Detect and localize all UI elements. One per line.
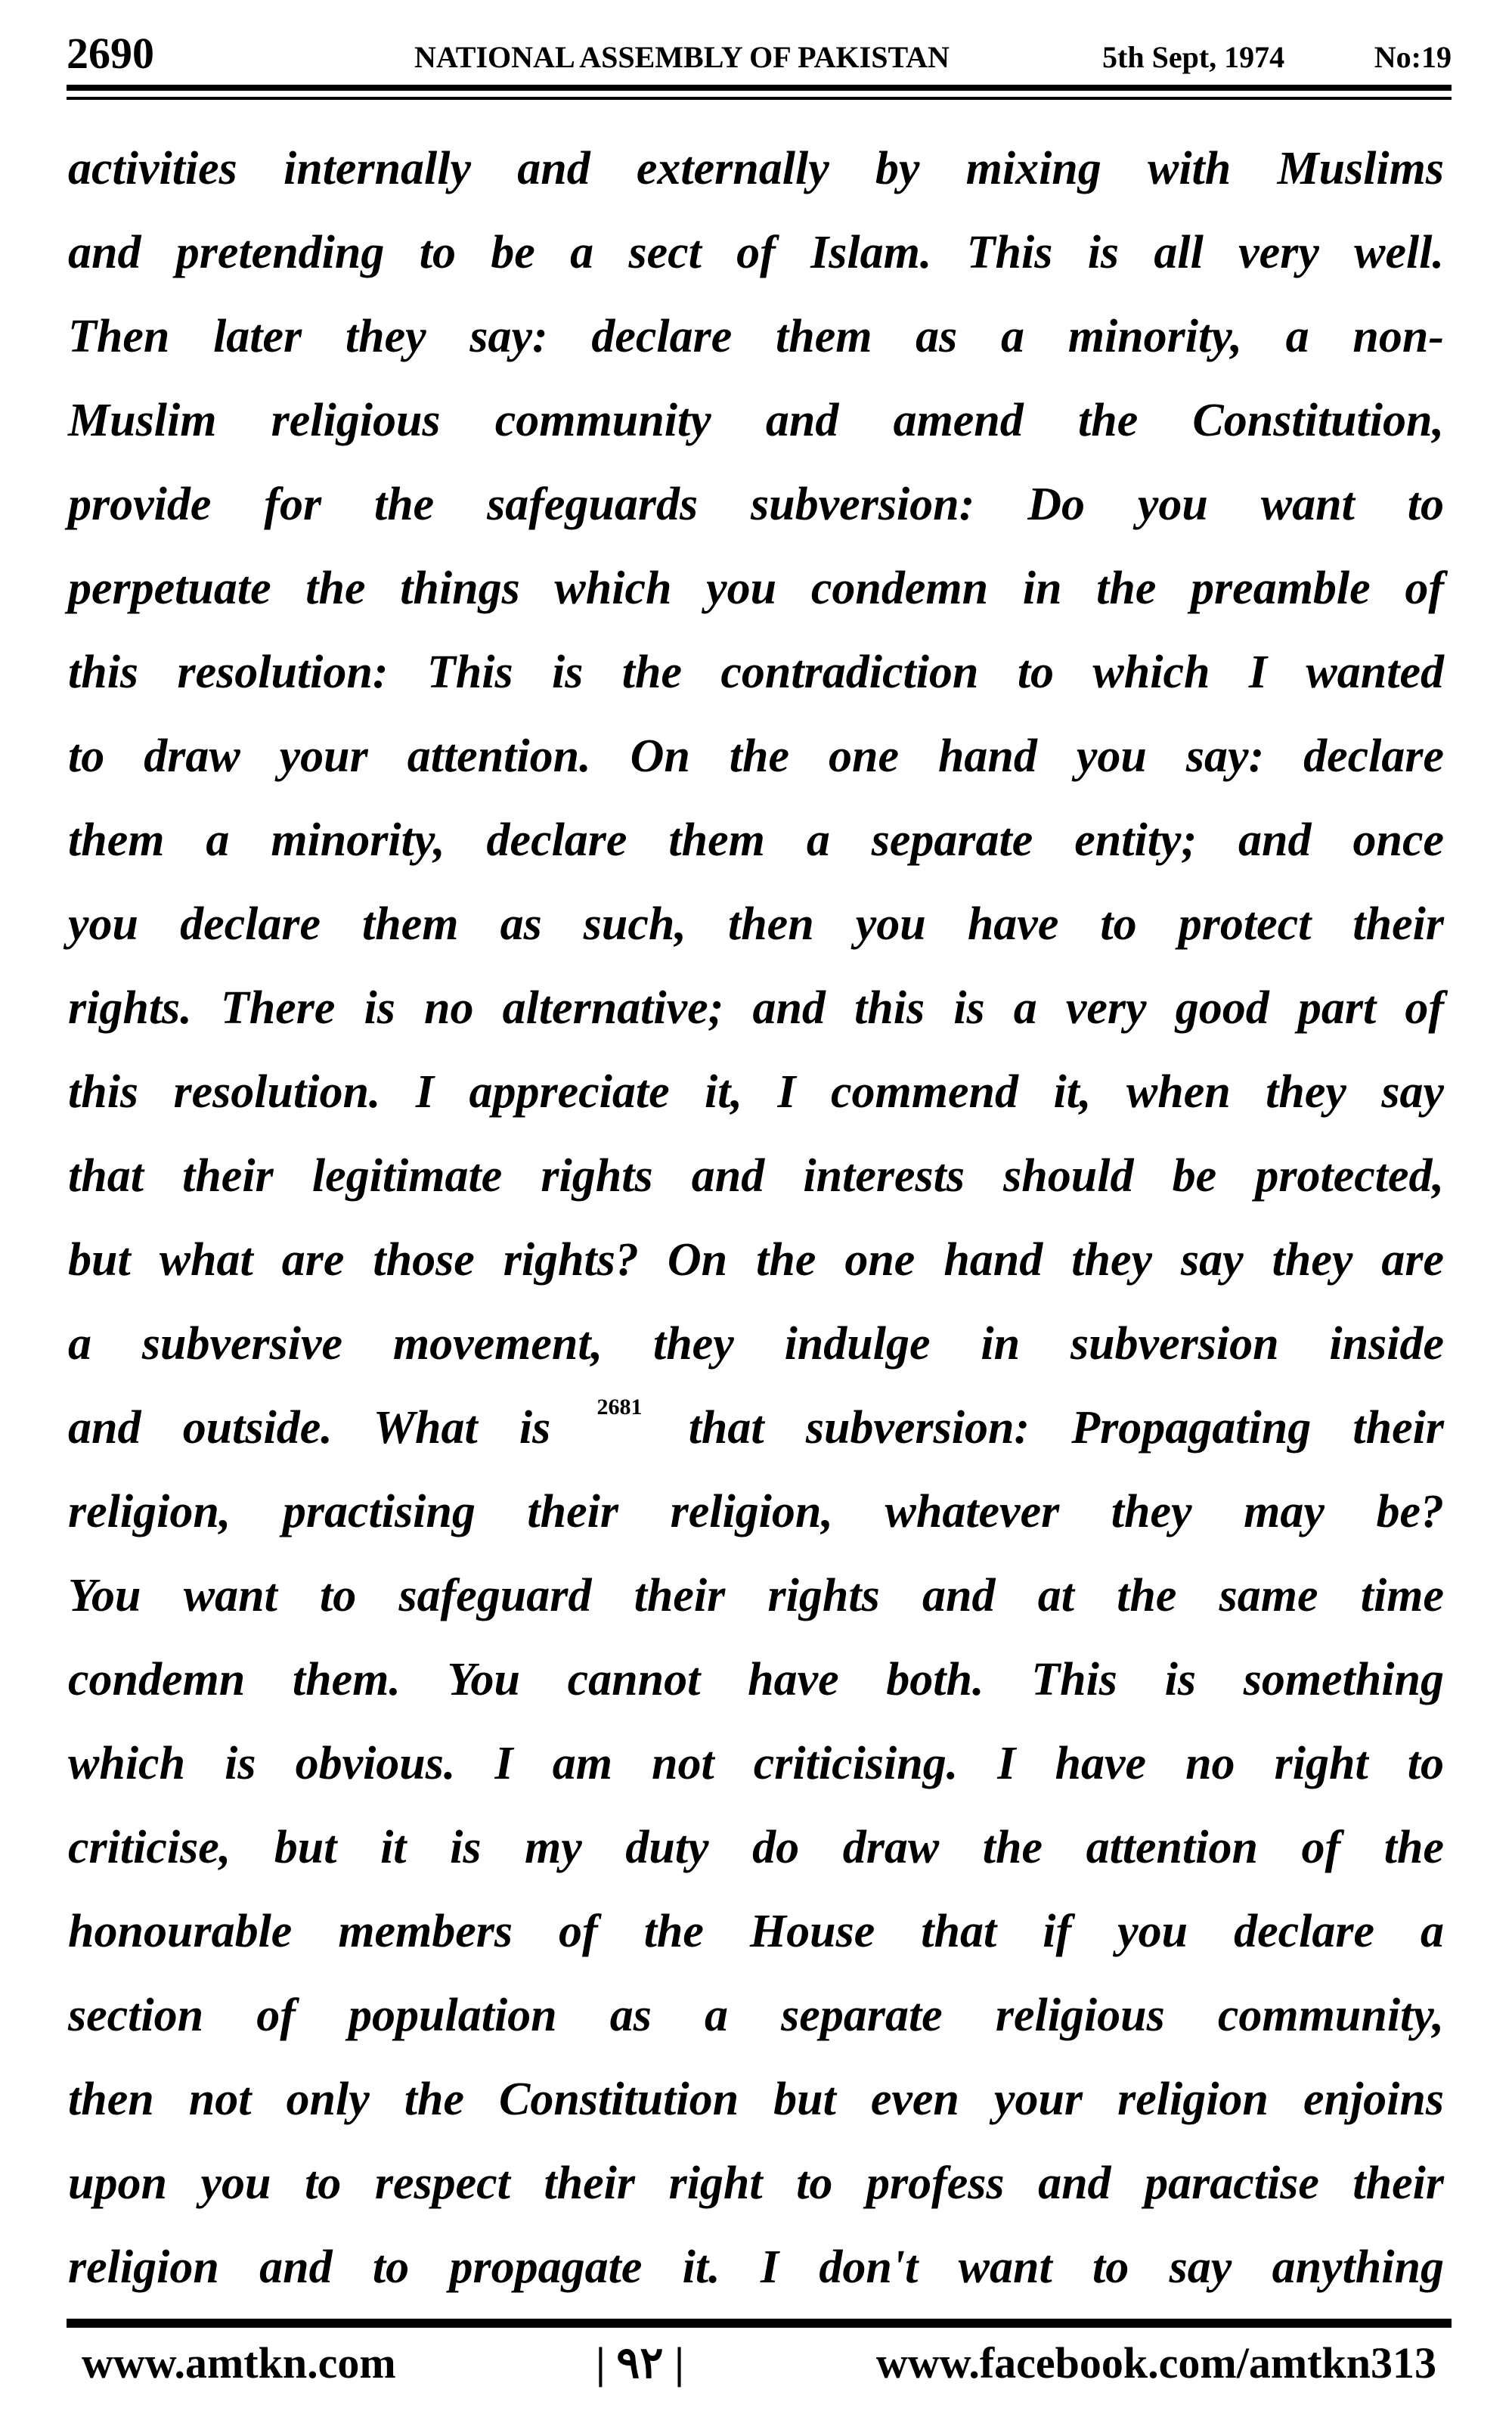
text-line: activities internally and externally by mixing with Muslims (68, 143, 1444, 194)
text-line: you declare them as such, then you have to protect their (68, 898, 1444, 950)
text-line: and pretending to be a sect of Islam. This is all very well. (68, 227, 1444, 278)
text-line: which is obvious. I am not criticising. I have no right to (68, 1738, 1444, 1789)
assembly-title: NATIONAL ASSEMBLY OF PAKISTAN (414, 40, 950, 74)
text-line: that their legitimate rights and interests should be protected, (68, 1150, 1444, 1202)
issue-number: No:19 (1374, 40, 1452, 74)
text-line-start: and outside. What is (68, 1402, 551, 1454)
header-rule-thick (67, 85, 1452, 91)
text-line: criticise, but it is my duty do draw the attention of the (68, 1822, 1444, 1873)
text-line: provide for the safeguards subversion: Do you want to (68, 479, 1444, 530)
text-line: but what are those rights? On the one hand they say they are (68, 1234, 1444, 1286)
facebook-link[interactable]: www.facebook.com/amtkn313 (875, 2338, 1436, 2387)
page-header (67, 26, 1452, 79)
text-line: religion and to propagate it. I don't want to say anything (68, 2242, 1444, 2293)
website-link[interactable]: www.amtkn.com (82, 2338, 396, 2387)
text-line: upon you to respect their right to profess and paractise their (68, 2158, 1444, 2209)
text-line: this resolution: This is the contradiction to which I wanted (68, 647, 1444, 698)
footer-rule (67, 2319, 1452, 2328)
text-line: them a minority, declare them a separate entity; and once (68, 814, 1444, 866)
text-line: a subversive movement, they indulge in subversion inside (68, 1318, 1444, 1370)
session-date: 5th Sept, 1974 (1102, 40, 1285, 74)
text-line: Then later they say: declare them as a minority, a non- (68, 311, 1444, 362)
page-number: 2690 (67, 29, 154, 78)
text-line: honourable members of the House that if you declare a (68, 1906, 1444, 1957)
text-line: section of population as a separate religious community, (68, 1990, 1444, 2041)
text-line: rights. There is no alternative; and this is a very good part of (68, 982, 1444, 1034)
page-footer (67, 2333, 1452, 2394)
text-line: to draw your attention. On the one hand you say: declare (68, 731, 1444, 782)
text-line-end: that subversion: Propagating their (688, 1402, 1445, 1454)
footer-page-marker: | ۹۲ | (596, 2338, 684, 2387)
text-line: You want to safeguard their rights and at the same time (68, 1570, 1444, 1621)
page-reference-superscript: 2681 (596, 1395, 643, 1419)
text-line: religion, practising their religion, whatever they may be? (68, 1486, 1444, 1537)
text-line: condemn them. You cannot have both. This is something (68, 1654, 1444, 1705)
text-line: Muslim religious community and amend the Constitution, (68, 395, 1444, 446)
text-line: perpetuate the things which you condemn in the preamble of (68, 563, 1444, 614)
text-line-with-reference (68, 1386, 1444, 1470)
header-rule-thin (67, 97, 1452, 100)
speech-text (68, 127, 1444, 2310)
text-line: then not only the Constitution but even your religion enjoins (68, 2074, 1444, 2125)
text-line: this resolution. I appreciate it, I commend it, when they say (68, 1066, 1444, 1118)
